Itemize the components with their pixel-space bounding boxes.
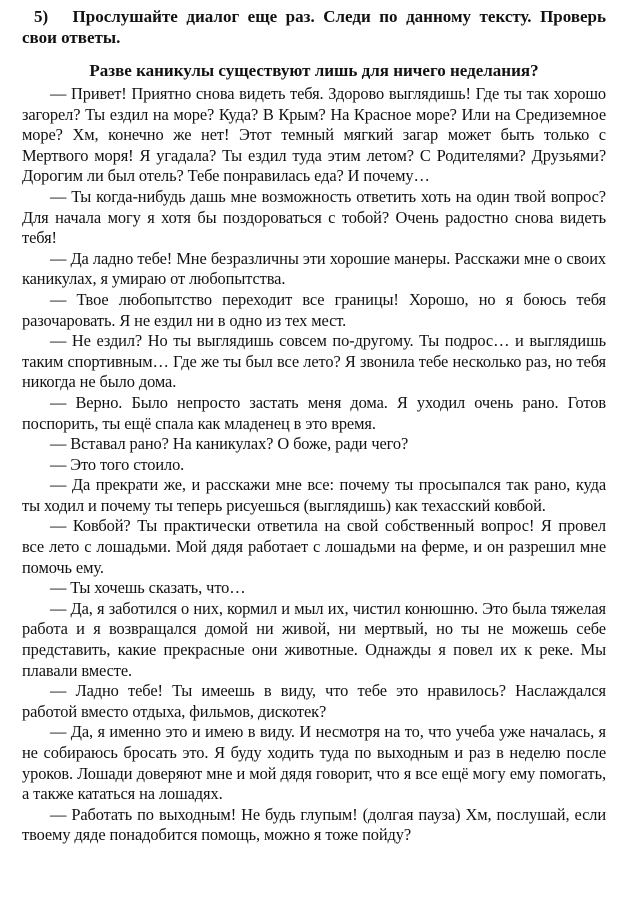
text-title: Разве каникулы существуют лишь для ничего неделания? <box>89 61 539 80</box>
task-number: 5) <box>34 7 49 26</box>
dialog-line: — Ладно тебе! Ты имеешь в виду, что тебе это нравилось? Наслаждался работой вместо отдыха, фильмов, дискотек? <box>22 681 606 721</box>
dialog-line: — Да ладно тебе! Мне безразличны эти хорошие манеры. Расскажи мне о своих каникулах, я умираю от любопытства. <box>22 248 606 289</box>
dialog-line: — Да, я заботился о них, кормил и мыл их, чистил конюшню. Это была тяжелая работа и я возвращался домой ни живой, ни мертвый, но ты не можешь себе представить, какие прекрасные они животные. Однажды я повел их к реке. Мы плавали вместе. <box>22 598 606 680</box>
dialog-line: — Да прекрати же, и расскажи мне все: почему ты просыпался так рано, куда ты ходил и почему ты теперь рисуешься (выглядишь) как техасский ковбой. <box>22 475 606 515</box>
dialog-line: — Это того стоило. <box>50 454 185 474</box>
dialog-line: — Ты когда-нибудь дашь мне возможность ответить хоть на один твой вопрос? Для начала могу я хотя бы поздороваться с тобой? Очень радостно снова видеть тебя! <box>22 186 606 248</box>
dialog-line: — Верно. Было непросто застать меня дома. Я уходил очень рано. Готов поспорить, ты ещё спала как младенец в это время. <box>22 392 606 433</box>
dialog-line: — Не ездил? Но ты выглядишь совсем по-другому. Ты подрос… и выглядишь таким спортивным… Где же ты был все лето? Я звонила тебе несколько раз, но тебя никогда не было дома. <box>22 331 606 392</box>
dialog-line: — Твое любопытство переходит все границы! Хорошо, но я боюсь тебя разочаровать. Я не ездил ни в одно из тех мест. <box>22 289 606 330</box>
dialog-line: — Ковбой? Ты практически ответила на свой собственный вопрос! Я провел все лето с лошадьми. Мой дядя работает с лошадьми на ферме, и он разрешил мне помочь ему. <box>22 516 606 577</box>
dialog-text <box>22 84 606 846</box>
dialog-line: — Работать по выходным! Не будь глупым! (долгая пауза) Хм, послушай, если твоему дяде понадобится помощь, можно я тоже пойду? <box>22 804 606 845</box>
dialog-line: — Вставал рано? На каникулах? О боже, ради чего? <box>50 434 409 454</box>
dialog-line: — Ты хочешь сказать, что… <box>50 578 246 598</box>
task-instruction: Прослушайте диалог еще раз. Следи по данному тексту. Проверь свои ответы. <box>22 7 606 47</box>
dialog-line: — Привет! Приятно снова видеть тебя. Здорово выглядишь! Где ты так хорошо загорел? Ты ездил на море? Куда? В Крым? На Красное море? Или на Средиземное море? Хм, конечно же нет! Этот темный мягкий загар может быть только с Мертвого моря! Я угадала? Ты ездил туда этим летом? С Родителями? Друзьями? Дорогим ли был отель? Тебе понравилась еда? И почему… <box>22 84 606 186</box>
task-heading <box>22 6 606 48</box>
dialog-line: — Да, я именно это и имею в виду. И несмотря на то, что учеба уже началась, я не собираюсь бросать это. Я буду ходить туда по выходным и раз в неделю после уроков. Лошади доверяют мне и мой дядя говорит, что я все ещё могу ему помогать, а также кататься на лошадях. <box>22 722 606 804</box>
document-page <box>22 6 606 846</box>
